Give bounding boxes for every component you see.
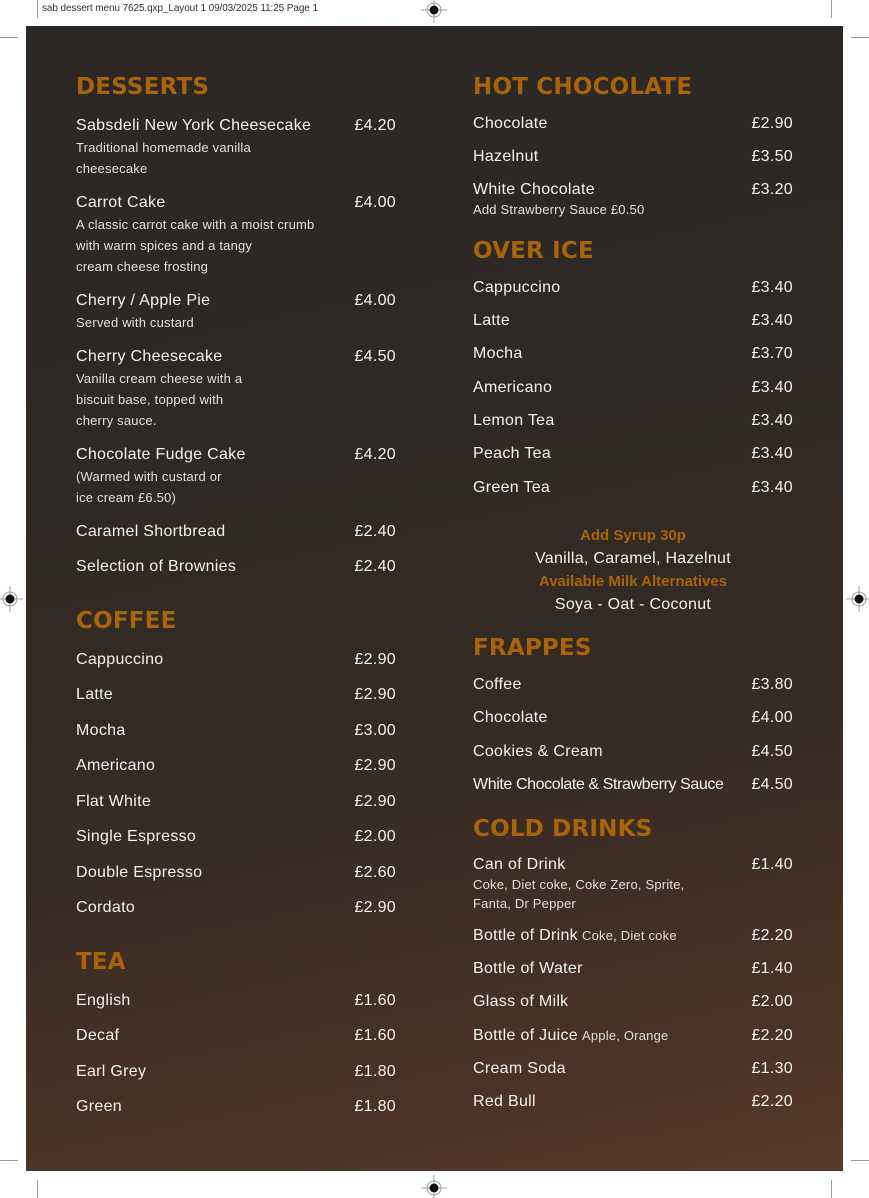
menu-item <box>76 793 396 811</box>
menu-item <box>76 651 396 669</box>
menu-item <box>473 856 793 913</box>
menu-item <box>473 148 793 166</box>
menu-page <box>26 26 843 1171</box>
item-description <box>76 368 396 431</box>
item-description <box>76 312 396 333</box>
section-title-hot-chocolate: HOT CHOCOLATE <box>473 74 693 100</box>
menu-item <box>473 776 793 794</box>
item-price: £3.20 <box>751 181 793 198</box>
item-price: £2.20 <box>751 1027 793 1044</box>
menu-item <box>76 1098 396 1116</box>
item-description <box>76 137 396 179</box>
section-title-desserts: DESSERTS <box>76 74 210 100</box>
item-name: Cappuccino <box>76 651 164 668</box>
item-price: £1.30 <box>751 1060 793 1077</box>
item-name: Bottle of Drink <box>473 927 578 944</box>
item-price: £4.00 <box>751 709 793 726</box>
menu-item <box>473 927 793 945</box>
item-name: Double Espresso <box>76 864 203 881</box>
item-price: £3.40 <box>751 312 793 329</box>
menu-item <box>473 743 793 761</box>
menu-item <box>76 446 396 508</box>
menu-item <box>473 479 793 497</box>
item-options: Coke, Diet coke <box>581 928 677 943</box>
item-price: £3.00 <box>354 722 396 739</box>
item-price: £2.60 <box>354 864 396 881</box>
item-price: £3.70 <box>751 345 793 362</box>
item-name: Decaf <box>76 1027 120 1044</box>
section-title-tea: TEA <box>76 949 126 975</box>
crop-mark <box>37 0 38 18</box>
item-name: Glass of Milk <box>473 993 569 1010</box>
item-name: Hazelnut <box>473 148 539 165</box>
desc-line: Fanta, Dr Pepper <box>473 896 576 911</box>
item-price: £1.60 <box>354 1027 396 1044</box>
item-price: £2.00 <box>354 828 396 845</box>
item-description <box>76 214 396 277</box>
item-name: White Chocolate <box>473 181 595 198</box>
item-price: £4.00 <box>354 194 396 211</box>
item-name: Cordato <box>76 899 136 916</box>
item-price: £2.20 <box>751 1093 793 1110</box>
item-price: £4.20 <box>354 446 396 463</box>
registration-mark-icon <box>846 586 869 612</box>
menu-item <box>473 279 793 297</box>
item-price: £1.80 <box>354 1098 396 1115</box>
item-name: Peach Tea <box>473 445 552 462</box>
item-price: £2.90 <box>354 757 396 774</box>
menu-item <box>473 312 793 330</box>
item-name: Bottle of Juice <box>473 1027 578 1044</box>
item-name: Can of Drink <box>473 856 566 873</box>
menu-item <box>76 194 396 277</box>
item-price: £3.80 <box>751 676 793 693</box>
item-name: Mocha <box>473 345 523 362</box>
item-price: £1.40 <box>751 856 793 873</box>
syrup-title: Add Syrup 30p <box>580 527 686 544</box>
item-name: Coffee <box>473 676 522 693</box>
crop-mark <box>851 37 869 38</box>
menu-item <box>473 1093 793 1111</box>
milk-options: Soya - Oat - Coconut <box>554 596 712 613</box>
item-price: £1.80 <box>354 1063 396 1080</box>
desc-line: Vanilla cream cheese with a <box>76 371 243 386</box>
item-name: Chocolate <box>473 709 548 726</box>
item-name: Cherry Cheesecake <box>76 348 223 365</box>
item-description <box>473 200 793 219</box>
registration-mark-icon <box>421 1175 447 1198</box>
crop-mark <box>37 1180 38 1198</box>
menu-item <box>76 1027 396 1045</box>
registration-mark-icon <box>421 0 447 23</box>
registration-mark-icon <box>0 586 23 612</box>
desc-line: cheesecake <box>76 161 148 176</box>
item-price: £2.90 <box>354 686 396 703</box>
item-price: £3.40 <box>751 445 793 462</box>
crop-mark <box>851 1160 869 1161</box>
item-description <box>473 875 793 913</box>
item-name: English <box>76 992 131 1009</box>
crop-mark <box>0 37 18 38</box>
menu-item <box>76 828 396 846</box>
section-title-cold-drinks: COLD DRINKS <box>473 816 653 842</box>
item-name: Red Bull <box>473 1093 536 1110</box>
menu-item <box>473 709 793 727</box>
item-description <box>76 466 396 508</box>
desc-line: Served with custard <box>76 315 194 330</box>
section-title-coffee: COFFEE <box>76 608 177 634</box>
menu-item <box>473 993 793 1011</box>
item-price: £2.40 <box>354 523 396 540</box>
menu-item <box>473 960 793 978</box>
menu-item <box>76 348 396 431</box>
menu-item <box>76 523 396 541</box>
desc-line: ice cream £6.50) <box>76 490 177 505</box>
item-options: Apple, Orange <box>582 1028 669 1043</box>
menu-item <box>473 412 793 430</box>
item-name: Selection of Brownies <box>76 558 237 575</box>
desc-line: Add Strawberry Sauce £0.50 <box>473 202 645 217</box>
menu-item <box>76 992 396 1010</box>
menu-item <box>76 899 396 917</box>
desc-line: Traditional homemade vanilla <box>76 140 251 155</box>
crop-mark <box>0 1160 18 1161</box>
item-name: Cream Soda <box>473 1060 566 1077</box>
item-name: Cookies & Cream <box>473 743 603 760</box>
item-name: Bottle of Water <box>473 960 583 977</box>
item-name: Green <box>76 1098 122 1115</box>
item-price: £2.00 <box>751 993 793 1010</box>
print-slug: sab dessert menu 7625.qxp_Layout 1 09/03/2025 11:25 Page 1 <box>42 3 318 14</box>
item-name: Flat White <box>76 793 152 810</box>
item-price: £2.20 <box>751 927 793 944</box>
crop-mark <box>831 0 832 18</box>
menu-item <box>473 1027 793 1045</box>
item-name: Green Tea <box>473 479 551 496</box>
item-name: Earl Grey <box>76 1063 147 1080</box>
item-price: £3.40 <box>751 479 793 496</box>
menu-item <box>473 1060 793 1078</box>
item-name: Single Espresso <box>76 828 197 845</box>
item-name: Americano <box>473 379 553 396</box>
item-price: £4.50 <box>751 743 793 760</box>
menu-item <box>76 558 396 576</box>
item-name: Carrot Cake <box>76 194 166 211</box>
item-name: Lemon Tea <box>473 412 555 429</box>
extras-notes <box>473 524 793 616</box>
item-name: Cherry / Apple Pie <box>76 292 211 309</box>
menu-item <box>473 115 793 133</box>
menu-item <box>76 757 396 775</box>
item-price: £4.00 <box>354 292 396 309</box>
item-price: £4.50 <box>354 348 396 365</box>
item-name: Mocha <box>76 722 126 739</box>
menu-item <box>76 686 396 704</box>
menu-item <box>473 379 793 397</box>
item-name: Americano <box>76 757 156 774</box>
item-price: £3.40 <box>751 412 793 429</box>
desc-line: with warm spices and a tangy <box>76 238 253 253</box>
item-price: £2.90 <box>751 115 793 132</box>
menu-item <box>76 864 396 882</box>
menu-item <box>76 292 396 333</box>
desc-line: cream cheese frosting <box>76 259 209 274</box>
item-price: £1.60 <box>354 992 396 1009</box>
desc-line: (Warmed with custard or <box>76 469 222 484</box>
item-name: Chocolate <box>473 115 548 132</box>
item-price: £3.50 <box>751 148 793 165</box>
syrup-options: Vanilla, Caramel, Hazelnut <box>534 550 732 567</box>
desc-line: cherry sauce. <box>76 413 157 428</box>
item-price: £2.90 <box>354 899 396 916</box>
item-price: £2.90 <box>354 651 396 668</box>
section-title-frappes: FRAPPES <box>473 635 592 661</box>
menu-item <box>76 1063 396 1081</box>
item-price: £3.40 <box>751 379 793 396</box>
desc-line: Coke, Diet coke, Coke Zero, Sprite, <box>473 877 685 892</box>
item-name: White Chocolate & Strawberry Sauce <box>473 776 724 793</box>
menu-item <box>76 722 396 740</box>
desc-line: A classic carrot cake with a moist crumb <box>76 217 315 232</box>
section-title-over-ice: OVER ICE <box>473 238 594 264</box>
menu-item <box>76 117 396 179</box>
item-name: Chocolate Fudge Cake <box>76 446 246 463</box>
item-price: £4.50 <box>751 776 793 793</box>
desc-line: biscuit base, topped with <box>76 392 224 407</box>
item-name: Caramel Shortbread <box>76 523 226 540</box>
menu-item <box>473 181 793 219</box>
item-price: £1.40 <box>751 960 793 977</box>
item-name: Sabsdeli New York Cheesecake <box>76 117 312 134</box>
menu-item <box>473 445 793 463</box>
crop-mark <box>831 1180 832 1198</box>
item-price: £2.90 <box>354 793 396 810</box>
item-name: Latte <box>76 686 114 703</box>
menu-item <box>473 345 793 363</box>
item-price: £3.40 <box>751 279 793 296</box>
item-name: Latte <box>473 312 511 329</box>
item-price: £2.40 <box>354 558 396 575</box>
item-name: Cappuccino <box>473 279 561 296</box>
menu-item <box>473 676 793 694</box>
milk-title: Available Milk Alternatives <box>538 573 728 590</box>
item-price: £4.20 <box>354 117 396 134</box>
